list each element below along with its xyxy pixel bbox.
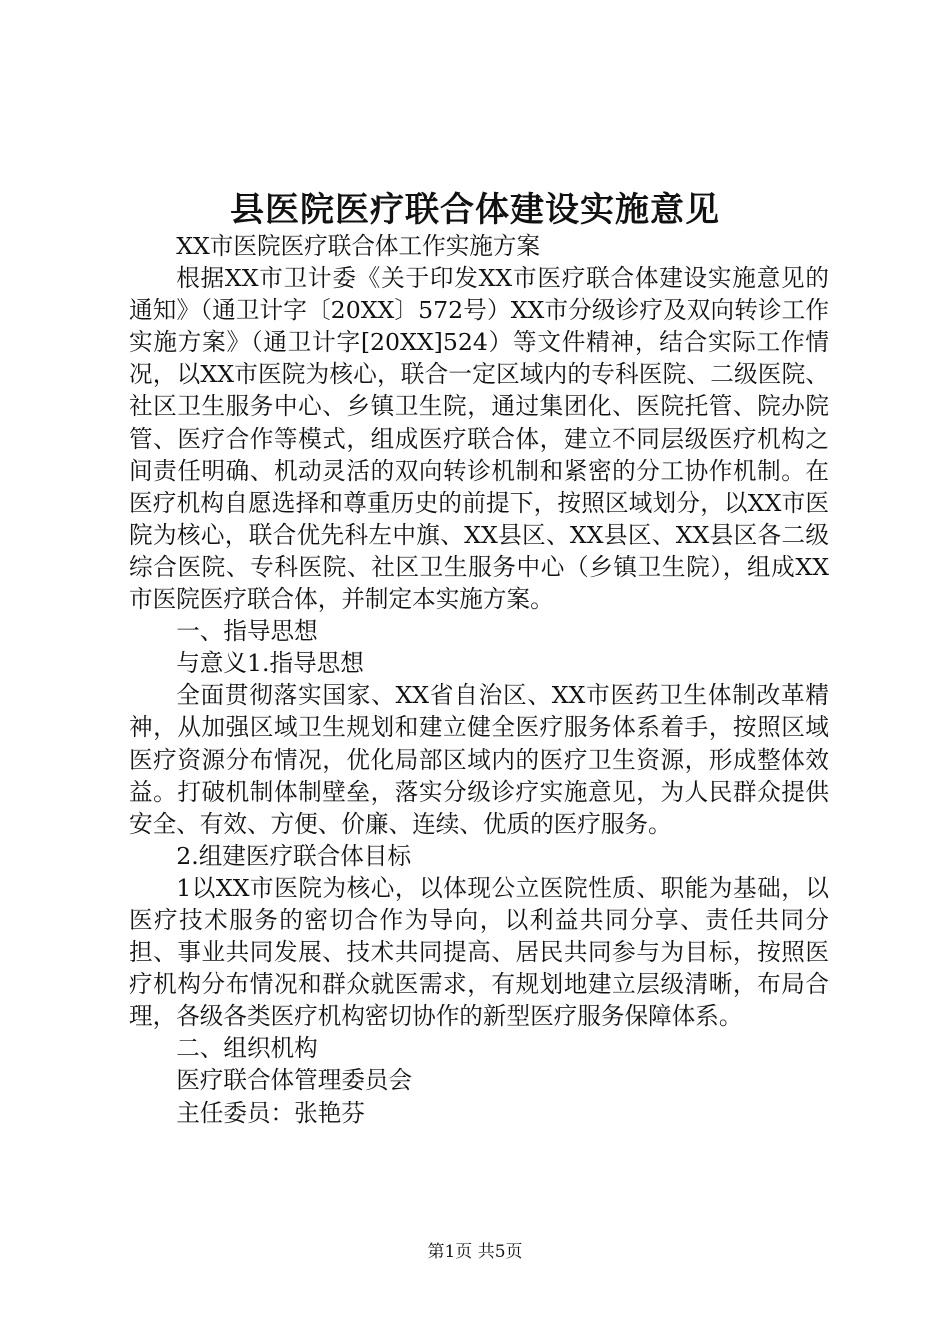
subheading-significance: 与意义1.指导思想 — [176, 649, 364, 678]
subheading-goal: 2.组建医疗联合体目标 — [176, 841, 412, 870]
page-number-footer: 第1页 共5页 — [427, 1242, 523, 1262]
paragraph-guiding-ideology: 全面贯彻落实国家、XX省自治区、XX市医药卫生体制改革精神，从加强区域卫生规划和建立健全医疗服务体系着手，按照区域医疗资源分布情况，优化局部区域内的医疗卫生资源，形成整体效益。打破机制体制壁垒，落实分级诊疗实施意见，为人民群众提供安全、有效、方便、价廉、连续、优质的医疗服务。 — [129, 681, 829, 838]
heading-guiding-ideology: 一、指导思想 — [176, 617, 318, 646]
heading-organization: 二、组织机构 — [176, 1034, 318, 1063]
paragraph-subtitle: XX市医院医疗联合体工作实施方案 — [176, 232, 541, 260]
paragraph-intro: 根据XX市卫计委《关于印发XX市医疗联合体建设实施意见的通知》（通卫计字〔20XX〕572号）XX市分级诊疗及双向转诊工作实施方案》（通卫计字[20XX]524）等文件精神，结合实际工作情况，以XX市医院为核心，联合一定区域内的专科医院、二级医院、社区卫生服务中心、乡镇卫生院，通过集团化、医院托管、院办院管、医疗合作等模式，组成医疗联合体，建立不同层级医疗机构之间责任明确、机动灵活的双向转诊机制和紧密的分工协作机制。在医疗机构自愿选择和尊重历史的前提下，按照区域划分，以XX市医院为核心，联合优先科左中旗、XX县区、XX县区、XX县区各二级综合医院、专科医院、社区卫生服务中心（乡镇卫生院），组成XX市医院医疗联合体，并制定本实施方案。 — [129, 264, 829, 614]
paragraph-goal: 1以XX市医院为核心，以体现公立医院性质、职能为基础，以医疗技术服务的密切合作为导向，以利益共同分享、责任共同分担、事业共同发展、技术共同提高、居民共同参与为目标，按照医疗机构分布情况和群众就医需求，有规划地建立层级清晰，布局合理，各级各类医疗机构密切协作的新型医疗服务保障体系。 — [129, 873, 829, 1031]
paragraph-committee: 医疗联合体管理委员会 — [176, 1066, 413, 1095]
document-body — [129, 230, 829, 1129]
document-title: 县医院医疗联合体建设实施意见 — [230, 190, 720, 230]
paragraph-director: 主任委员：张艳芬 — [176, 1098, 365, 1127]
